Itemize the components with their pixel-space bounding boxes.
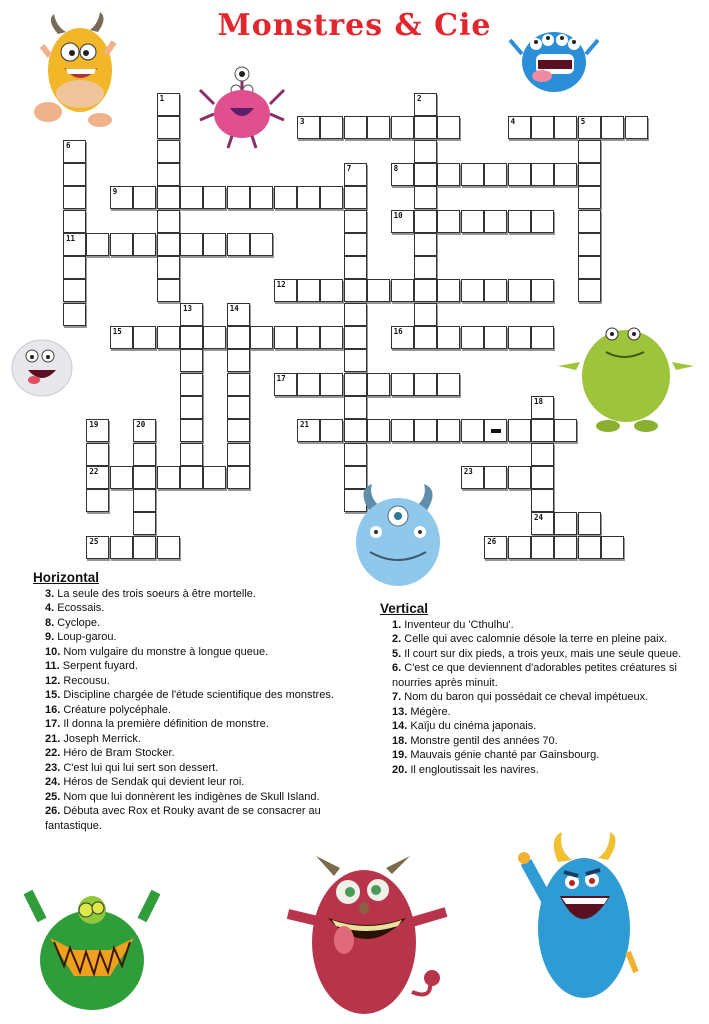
crossword-cell[interactable] (274, 186, 297, 209)
clue-number: 19 (89, 420, 99, 430)
clue-item (33, 688, 353, 703)
crossword-cell[interactable] (461, 279, 484, 302)
clue-text: Héro de Bram Stocker. (60, 747, 175, 759)
clue-item (33, 616, 353, 631)
crossword-cell[interactable] (320, 116, 343, 139)
green-toothy-monster-icon (24, 880, 160, 1014)
crossword-cell[interactable] (110, 536, 133, 559)
clue-number: 8. (45, 616, 55, 629)
crossword-cell[interactable] (414, 140, 437, 163)
crossword-cell[interactable] (531, 512, 554, 535)
crossword-cell[interactable] (461, 419, 484, 442)
crossword-cell[interactable] (180, 326, 203, 349)
crossword-cell[interactable] (484, 326, 507, 349)
crossword-cell[interactable] (367, 373, 390, 396)
clue-text: Héros de Sendak qui devient leur roi. (60, 776, 245, 788)
crossword-cell[interactable] (63, 210, 86, 233)
crossword-cell[interactable] (157, 116, 180, 139)
clue-number: 26 (487, 536, 497, 546)
clue-item (33, 703, 353, 718)
clue-number: 7 (346, 163, 352, 173)
yellow-horned-monster-icon (28, 12, 128, 130)
clue-item (380, 719, 690, 734)
crossword-cell[interactable] (110, 466, 133, 489)
clue-item (380, 647, 690, 662)
crossword-cell[interactable] (203, 186, 226, 209)
crossword-cell[interactable] (461, 326, 484, 349)
clue-text: Il court sur dix pieds, a trois yeux, mais une seule queue. (401, 647, 682, 660)
crossword-cell[interactable] (391, 373, 414, 396)
clue-item (33, 645, 353, 660)
crossword-cell[interactable] (554, 116, 577, 139)
clue-text: Mauvais génie chanté par Gainsbourg. (407, 749, 600, 761)
crossword-cell[interactable] (437, 116, 460, 139)
clue-text: Serpent fuyard. (59, 660, 138, 672)
crossword-cell[interactable] (320, 279, 343, 302)
crossword-cell[interactable] (274, 326, 297, 349)
crossword-cell[interactable] (133, 489, 156, 512)
crossword-cell[interactable] (180, 396, 203, 419)
clue-text: Nom que lui donnèrent les indigènes de Skull Island. (60, 790, 320, 803)
clue-number: 6 (66, 140, 71, 150)
clue-item (33, 674, 353, 689)
crossword-cell[interactable] (531, 396, 554, 419)
crossword-cell[interactable] (227, 466, 250, 489)
clue-number: 3 (300, 117, 305, 127)
crossword-cell[interactable] (508, 279, 531, 302)
crossword-cell[interactable] (437, 326, 460, 349)
crossword-cell[interactable] (414, 210, 437, 233)
clue-text: Il engloutissait les navires. (407, 763, 539, 776)
clue-item (33, 775, 353, 790)
clue-number: 12. (45, 674, 61, 687)
clue-number: 8 (393, 163, 399, 173)
clue-text: Il donna la première définition de monstre. (60, 718, 269, 730)
clue-item (380, 690, 690, 705)
crossword-cell[interactable] (531, 536, 554, 559)
crossword-cell[interactable] (625, 116, 648, 139)
clue-number: 25. (45, 790, 61, 803)
clue-number: 4 (510, 117, 516, 127)
clue-number: 14 (229, 303, 239, 313)
crossword-cell[interactable] (391, 116, 414, 139)
clue-item (380, 632, 690, 647)
crossword-cell[interactable] (157, 466, 180, 489)
crossword-cell[interactable] (414, 186, 437, 209)
crossword-cell[interactable] (157, 279, 180, 302)
clue-number: 14. (392, 720, 408, 732)
clue-text: Celle qui avec calomnie désole la terre en pleine paix. (401, 633, 668, 645)
clue-text: C'est lui qui lui sert son dessert. (60, 761, 219, 774)
crossword-cell[interactable] (601, 536, 624, 559)
crossword-cell[interactable] (157, 233, 180, 256)
crossword-cell[interactable] (391, 279, 414, 302)
crossword-cell[interactable] (414, 163, 437, 186)
crossword-cell[interactable] (531, 210, 554, 233)
clue-text: Joseph Merrick. (60, 732, 141, 745)
crossword-cell[interactable] (344, 116, 367, 139)
crossword-cell[interactable] (250, 233, 273, 256)
crossword-cell[interactable] (274, 279, 297, 302)
crossword-cell[interactable] (344, 349, 367, 372)
crossword-cell[interactable] (227, 349, 250, 372)
crossword-cell[interactable] (86, 536, 109, 559)
crossword-cell[interactable] (391, 419, 414, 442)
clue-text: Monstre gentil des années 70. (407, 734, 558, 747)
clue-item (33, 804, 353, 833)
clue-number: 23. (45, 761, 61, 774)
crossword-cell[interactable] (484, 536, 507, 559)
clue-text: Ecossais. (54, 602, 105, 614)
crossword-cell[interactable] (63, 256, 86, 279)
clue-text: C'est ce que deviennent d'adorables petites créatures si nourries après minuit. (392, 662, 677, 689)
crossword-cell[interactable] (344, 303, 367, 326)
crossword-cell[interactable] (63, 163, 86, 186)
clue-number: 4. (45, 602, 55, 614)
clue-item (380, 661, 690, 690)
crossword-cell[interactable] (63, 140, 86, 163)
clue-number: 18 (534, 396, 544, 406)
crossword-cell[interactable] (578, 140, 601, 163)
clue-number: 15. (45, 689, 61, 701)
crossword-cell[interactable] (110, 326, 133, 349)
crossword-cell[interactable] (578, 116, 601, 139)
clue-number: 16 (393, 327, 403, 336)
hyphen-mark (491, 429, 501, 433)
crossword-cell[interactable] (250, 326, 273, 349)
crossword-cell[interactable] (437, 419, 460, 442)
crossword-cell[interactable] (508, 466, 531, 489)
clue-item (380, 618, 690, 633)
clue-number: 24. (45, 776, 61, 788)
crossword-cell[interactable] (414, 279, 437, 302)
clue-number: 15 (112, 327, 122, 336)
clue-number: 7. (392, 691, 402, 703)
clue-number: 13. (392, 705, 408, 718)
clue-item (380, 748, 690, 763)
crossword-cell[interactable] (461, 210, 484, 233)
crossword-cell[interactable] (344, 163, 367, 186)
clue-number: 9. (45, 631, 55, 643)
crossword-cell[interactable] (531, 489, 554, 512)
crossword-cell[interactable] (157, 140, 180, 163)
crossword-cell[interactable] (578, 210, 601, 233)
crossword-cell[interactable] (63, 233, 86, 256)
clue-item (380, 705, 690, 720)
crossword-cell[interactable] (367, 279, 390, 302)
pink-antenna-monster-icon (196, 64, 288, 150)
clue-item (33, 587, 353, 602)
clue-text: Nom du baron qui possédait ce cheval impétueux. (401, 691, 649, 703)
crossword-cell[interactable] (578, 536, 601, 559)
crossword-cell[interactable] (133, 512, 156, 535)
clue-text: Débuta avec Rox et Rouky avant de se consacrer au fantastique. (45, 805, 321, 832)
crossword-cell[interactable] (508, 116, 531, 139)
clue-number: 23 (463, 466, 473, 476)
crossword-cell[interactable] (227, 233, 250, 256)
clue-number: 12 (276, 280, 286, 290)
crossword-cell[interactable] (531, 443, 554, 466)
crossword-cell[interactable] (180, 419, 203, 442)
crossword-cell[interactable] (133, 186, 156, 209)
crossword-cell[interactable] (320, 186, 343, 209)
crossword-cell[interactable] (344, 443, 367, 466)
vertical-clues (380, 602, 690, 777)
crossword-cell[interactable] (133, 466, 156, 489)
crossword-cell[interactable] (391, 210, 414, 233)
clue-text: Mégère. (407, 705, 451, 718)
crossword-cell[interactable] (157, 93, 180, 116)
crossword-cell[interactable] (227, 396, 250, 419)
crossword-cell[interactable] (437, 373, 460, 396)
crossword-cell[interactable] (63, 303, 86, 326)
crossword-cell[interactable] (63, 279, 86, 302)
clue-item (33, 601, 353, 616)
crossword-cell[interactable] (508, 536, 531, 559)
crossword-cell[interactable] (157, 210, 180, 233)
crossword-cell[interactable] (531, 326, 554, 349)
crossword-cell[interactable] (367, 116, 390, 139)
crossword-cell[interactable] (531, 466, 554, 489)
clue-item (33, 717, 353, 732)
crossword-cell[interactable] (110, 233, 133, 256)
clue-number: 21 (300, 420, 310, 430)
crossword-cell[interactable] (414, 116, 437, 139)
clue-text: La seule des trois soeurs à être mortelle. (54, 587, 256, 600)
clue-text: Loup-garou. (54, 631, 117, 643)
crossword-cell[interactable] (297, 116, 320, 139)
clue-item (380, 734, 690, 749)
clue-text: Kaïju du cinéma japonais. (407, 720, 537, 732)
crossword-cell[interactable] (180, 303, 203, 326)
crossword-cell[interactable] (157, 326, 180, 349)
crossword-cell[interactable] (344, 419, 367, 442)
vertical-heading: Vertical (380, 601, 429, 616)
crossword-cell[interactable] (461, 466, 484, 489)
clue-number: 11. (45, 660, 60, 672)
clue-number: 2 (417, 94, 422, 103)
crossword-cell[interactable] (391, 163, 414, 186)
crossword-cell[interactable] (437, 163, 460, 186)
clue-number: 24 (534, 513, 544, 523)
crossword-cell[interactable] (297, 373, 320, 396)
crossword-cell[interactable] (157, 256, 180, 279)
clue-number: 18. (392, 734, 408, 747)
crossword-cell[interactable] (578, 256, 601, 279)
crossword-cell[interactable] (320, 326, 343, 349)
crossword-cell[interactable] (320, 419, 343, 442)
crossword-cell[interactable] (414, 373, 437, 396)
clue-number: 3. (45, 587, 55, 600)
crossword-cell[interactable] (554, 163, 577, 186)
crossword-cell[interactable] (531, 419, 554, 442)
crossword-cell[interactable] (157, 163, 180, 186)
crossword-cell[interactable] (86, 443, 109, 466)
crossword-cell[interactable] (414, 326, 437, 349)
clue-number: 20 (136, 420, 146, 430)
crossword-cell[interactable] (414, 303, 437, 326)
crossword-cell[interactable] (508, 210, 531, 233)
clue-number: 9 (112, 187, 118, 197)
crossword-cell[interactable] (531, 116, 554, 139)
crossword-cell[interactable] (344, 396, 367, 419)
crossword-cell[interactable] (578, 512, 601, 535)
crossword-cell[interactable] (227, 326, 250, 349)
clue-number: 25 (89, 536, 99, 546)
crossword-cell[interactable] (344, 279, 367, 302)
crossword-cell[interactable] (227, 419, 250, 442)
crossword-cell[interactable] (227, 303, 250, 326)
crossword-cell[interactable] (86, 466, 109, 489)
crossword-cell[interactable] (227, 373, 250, 396)
crossword-cell[interactable] (508, 419, 531, 442)
clue-item (380, 763, 690, 778)
crossword-cell[interactable] (297, 419, 320, 442)
clue-item (33, 630, 353, 645)
crossword-cell[interactable] (391, 326, 414, 349)
crossword-cell[interactable] (203, 466, 226, 489)
crossword-cell[interactable] (203, 326, 226, 349)
crossword-cell[interactable] (414, 419, 437, 442)
crossword-cell[interactable] (437, 279, 460, 302)
crossword-cell[interactable] (63, 186, 86, 209)
crossword-cell[interactable] (344, 326, 367, 349)
clue-number: 11 (66, 233, 76, 243)
clue-number: 10 (393, 210, 403, 220)
crossword-cell[interactable] (414, 93, 437, 116)
crossword-cell[interactable] (601, 116, 624, 139)
crossword-cell[interactable] (180, 349, 203, 372)
clue-text: Recousu. (60, 674, 110, 687)
crossword-cell[interactable] (203, 233, 226, 256)
page-title: Monstres & Cie (217, 8, 492, 43)
crossword-cell[interactable] (133, 443, 156, 466)
crossword-cell[interactable] (531, 279, 554, 302)
clue-number: 5 (580, 117, 586, 127)
blue-four-eyed-monster-icon (506, 24, 602, 96)
crossword-cell[interactable] (531, 163, 554, 186)
crossword-cell[interactable] (414, 256, 437, 279)
crossword-cell[interactable] (133, 536, 156, 559)
crossword-cell[interactable] (344, 373, 367, 396)
crossword-cell[interactable] (133, 233, 156, 256)
crossword-cell[interactable] (484, 210, 507, 233)
crossword-cell[interactable] (367, 419, 390, 442)
crossword-cell[interactable] (554, 512, 577, 535)
crossword-cell[interactable] (508, 326, 531, 349)
crossword-cell[interactable] (110, 186, 133, 209)
clue-item (33, 790, 353, 805)
light-blue-cyclops-monster-icon (350, 482, 446, 586)
crossword-cell[interactable] (180, 443, 203, 466)
crossword-cell[interactable] (578, 279, 601, 302)
crossword-cell[interactable] (227, 443, 250, 466)
clue-item (33, 732, 353, 747)
crossword-cell[interactable] (133, 419, 156, 442)
horizontal-clues (33, 571, 353, 833)
crossword-cell[interactable] (344, 210, 367, 233)
clue-text: Créature polycéphale. (60, 703, 171, 716)
clue-item (33, 659, 353, 674)
crossword-cell[interactable] (484, 163, 507, 186)
crossword-cell[interactable] (437, 210, 460, 233)
crossword-cell[interactable] (344, 233, 367, 256)
clue-text: Nom vulgaire du monstre à longue queue. (60, 645, 269, 658)
crossword-cell[interactable] (297, 186, 320, 209)
crossword-cell[interactable] (484, 279, 507, 302)
crossword-cell[interactable] (274, 373, 297, 396)
crossword-cell[interactable] (157, 536, 180, 559)
clue-number: 2. (392, 633, 402, 645)
crossword-cell[interactable] (578, 163, 601, 186)
clue-number: 19. (392, 749, 408, 761)
clue-number: 17 (276, 373, 286, 383)
crossword-cell[interactable] (578, 186, 601, 209)
crossword-cell[interactable] (578, 233, 601, 256)
white-furry-monster-icon (4, 330, 80, 402)
crossword-cell[interactable] (484, 419, 507, 442)
red-furry-monster-icon (282, 852, 452, 1020)
clue-number: 13 (183, 303, 193, 313)
crossword-cell[interactable] (344, 186, 367, 209)
clue-text: Discipline chargée de l'étude scientifique des monstres. (60, 689, 334, 701)
clue-number: 6. (392, 662, 402, 674)
clue-text: Cyclope. (54, 616, 101, 629)
crossword-cell[interactable] (157, 186, 180, 209)
clue-number: 16. (45, 703, 61, 716)
crossword-cell[interactable] (133, 326, 156, 349)
blue-horned-monster-icon (518, 832, 642, 1010)
clue-item (33, 746, 353, 761)
crossword-cell[interactable] (180, 373, 203, 396)
crossword-cell[interactable] (180, 186, 203, 209)
crossword-cell[interactable] (508, 163, 531, 186)
crossword-cell[interactable] (250, 186, 273, 209)
crossword-cell[interactable] (86, 419, 109, 442)
crossword-cell[interactable] (484, 466, 507, 489)
clue-number: 1. (392, 618, 402, 631)
crossword-cell[interactable] (344, 256, 367, 279)
crossword-cell[interactable] (86, 233, 109, 256)
clue-number: 22 (89, 466, 99, 476)
clue-number: 22. (45, 747, 61, 759)
clue-number: 21. (45, 732, 61, 745)
crossword-cell[interactable] (414, 233, 437, 256)
clue-number: 26. (45, 805, 61, 817)
clue-number: 10. (45, 645, 61, 658)
clue-number: 1 (159, 94, 165, 103)
clue-number: 17. (45, 718, 61, 730)
crossword-cell[interactable] (297, 326, 320, 349)
clue-number: 20. (392, 763, 408, 776)
crossword-cell[interactable] (320, 373, 343, 396)
crossword-cell[interactable] (86, 489, 109, 512)
crossword-cell[interactable] (461, 163, 484, 186)
clue-text: Inventeur du 'Cthulhu'. (401, 618, 514, 631)
crossword-cell[interactable] (227, 186, 250, 209)
clue-item (33, 761, 353, 776)
crossword-cell[interactable] (180, 233, 203, 256)
crossword-cell[interactable] (180, 466, 203, 489)
green-blob-monster-icon (556, 322, 696, 434)
crossword-cell[interactable] (297, 279, 320, 302)
clue-number: 5. (392, 647, 402, 660)
crossword-cell[interactable] (554, 536, 577, 559)
horizontal-heading: Horizontal (33, 570, 99, 585)
